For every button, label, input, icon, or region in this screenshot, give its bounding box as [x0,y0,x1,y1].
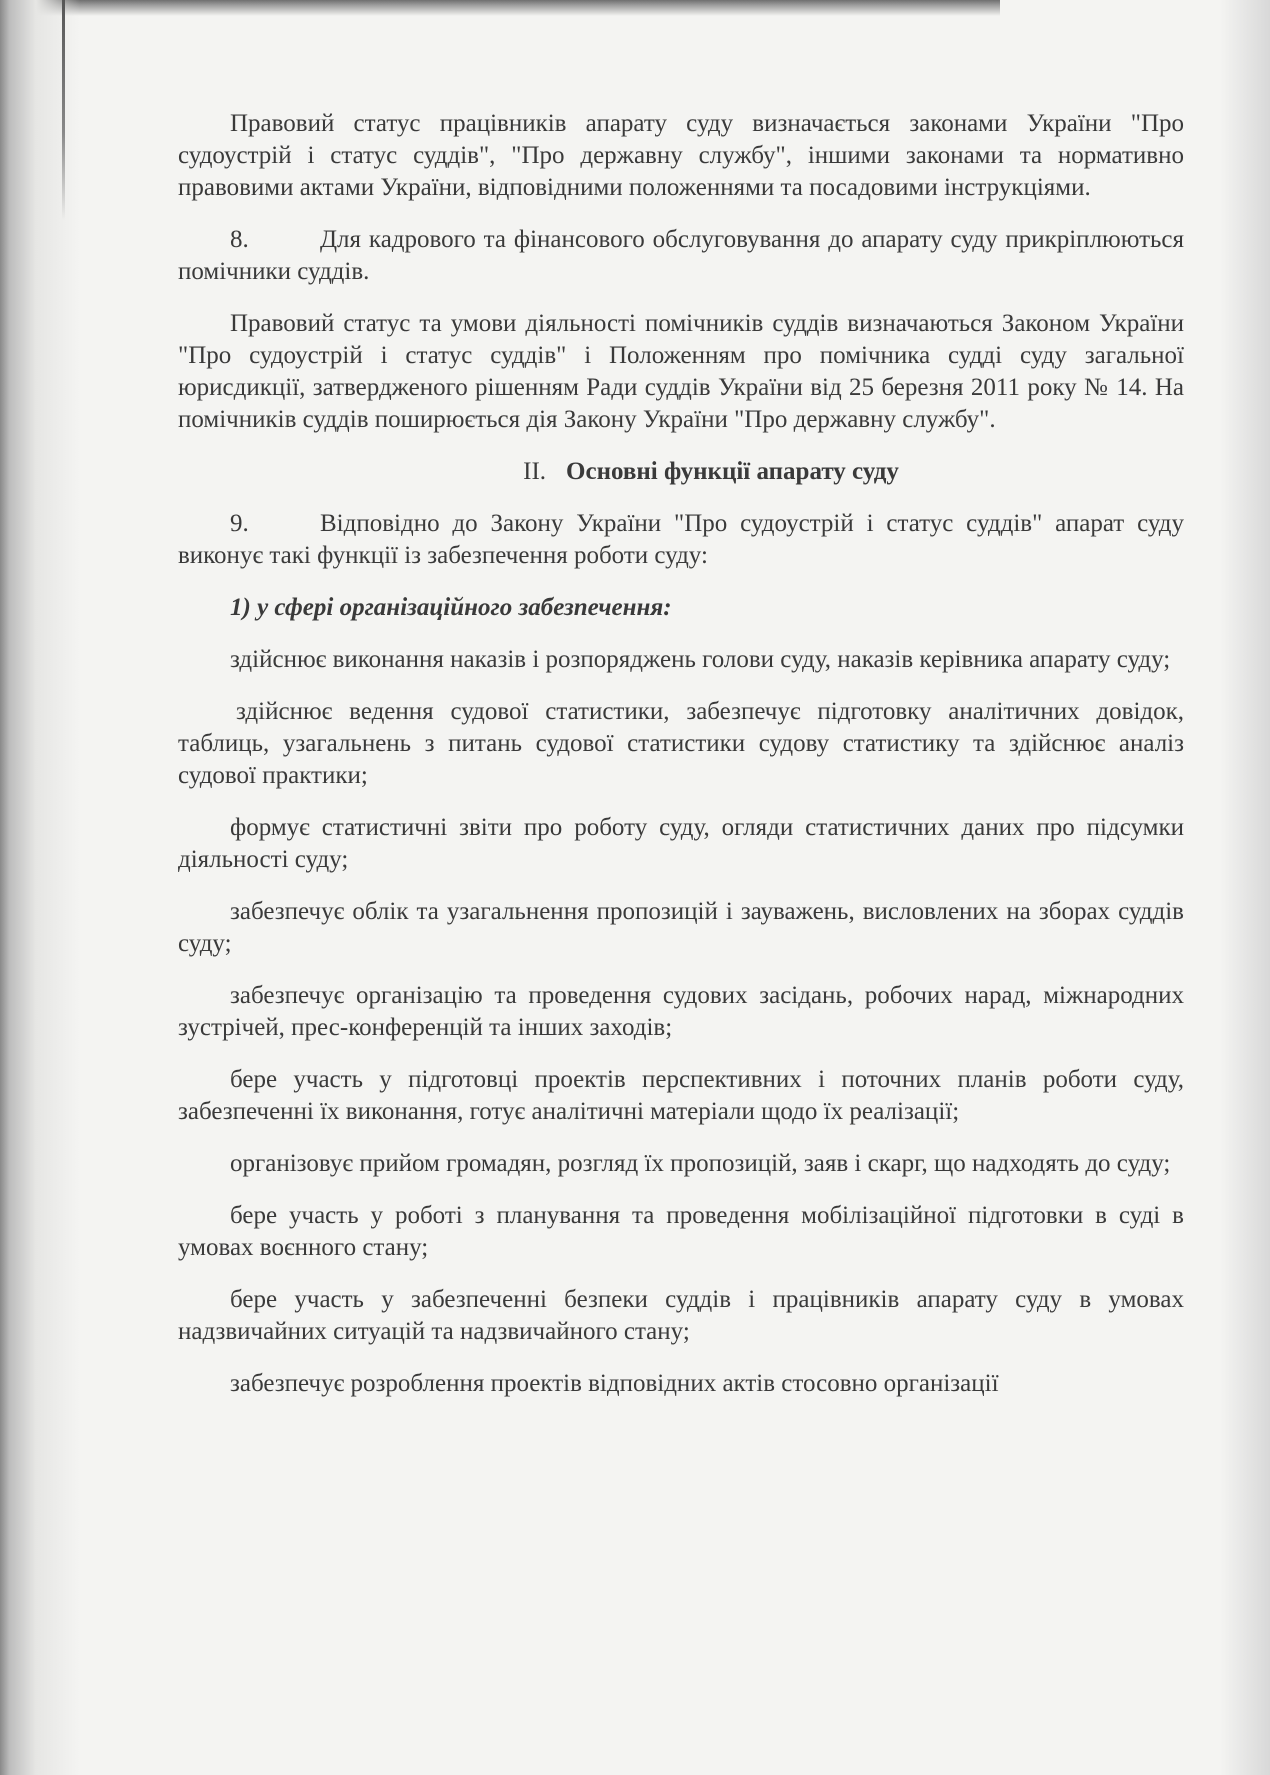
item-8-number: 8. [230,226,249,253]
scan-left-line [62,0,65,220]
function-item: забезпечує розроблення проектів відповідних актів стосовно організації [230,1370,999,1397]
function-item: забезпечує організацію та проведення судових засідань, робочих нарад, міжнародних зустрічей, прес-конференцій та інших заходів; [178,982,1184,1041]
item-8-text: Для кадрового та фінансового обслуговування до апарату суду прикріплюються помічники суддів. [178,226,1184,285]
paragraph-staff-legal-status: Правовий статус працівників апарату суду визначається законами України "Про судоустрій і статус суддів", "Про державну службу", іншими законами та нормативно правовими актами України, відповідними положеннями та посадовими інструкціями. [178,110,1184,201]
item-9-text: Відповідно до Закону України "Про судоустрій і статус суддів" апарат суду виконує такі функції із забезпечення роботи суду: [178,510,1184,569]
function-item: організовує прийом громадян, розгляд їх пропозицій, заяв і скарг, що надходять до суду; [230,1150,1171,1177]
function-item: забезпечує облік та узагальнення пропозицій і зауважень, висловлених на зборах суддів суду; [178,898,1184,957]
function-item: бере участь у роботі з планування та проведення мобілізаційної підготовки в суді в умовах воєнного стану; [178,1202,1184,1261]
section-2-heading [178,456,1184,488]
item-8 [178,224,1184,288]
function-item: бере участь у підготовці проектів перспективних і поточних планів роботи суду, забезпеченні їх виконання, готує аналітичні матеріали щодо їх реалізації; [178,1066,1184,1125]
document-body [178,108,1184,1420]
function-item: здійснює виконання наказів і розпоряджень голови суду, наказів керівника апарату суду; [230,646,1171,673]
section-2-title: Основні функції апарату суду [566,458,899,485]
function-item: формує статистичні звіти про роботу суду, огляди статистичних даних про підсумки діяльності суду; [178,814,1184,873]
subsection-1-heading: 1) у сфері організаційного забезпечення: [230,594,672,621]
item-9-number: 9. [230,510,249,537]
paragraph-assistants-status: Правовий статус та умови діяльності помічників суддів визначаються Законом України "Про судоустрій і статус суддів" і Положенням про помічника судді суду загальної юрисдикції, затвердженого рішенням Ради суддів України від 25 березня 2011 року № 14. На помічників суддів поширюється дія Закону України "Про державну службу". [178,310,1184,433]
scan-top-edge [0,0,1000,16]
section-2-number: II. [523,458,547,485]
scan-right-edge [1220,0,1270,1775]
function-item: здійснює ведення судової статистики, забезпечує підготовку аналітичних довідок, таблиць, узагальнень з питань судової статистики судову статистику та здійснює аналіз судової практики; [178,698,1184,789]
item-9 [178,508,1184,572]
function-item: бере участь у забезпеченні безпеки суддів і працівників апарату суду в умовах надзвичайних ситуацій та надзвичайного стану; [178,1286,1184,1345]
scan-left-edge [0,0,80,1775]
